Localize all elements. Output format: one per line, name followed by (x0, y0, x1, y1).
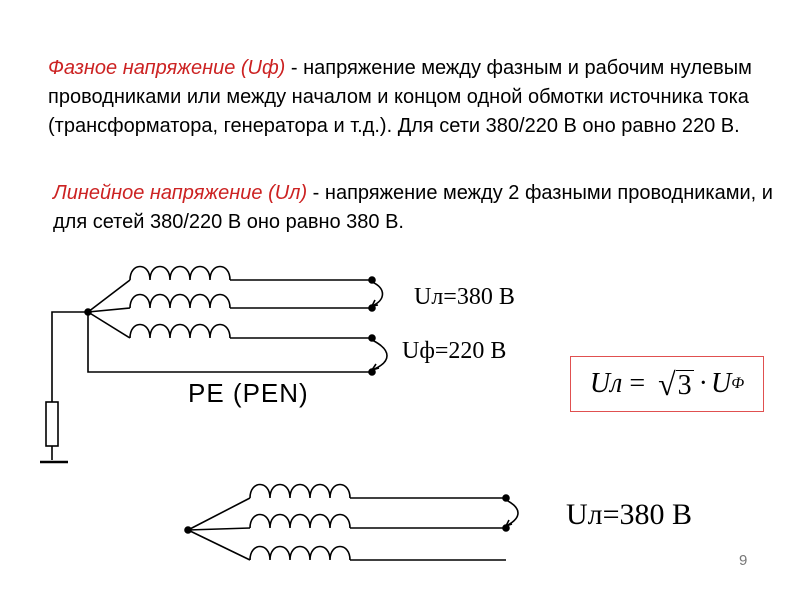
b-phase-2-wire-left (188, 528, 250, 530)
phase-1-wire-left (88, 280, 130, 312)
formula-rhs-subscript: Ф (731, 375, 745, 392)
formula-radicand: 3 (677, 369, 692, 401)
phase-voltage-label: Uф=220 В (402, 338, 507, 364)
line-voltage-label-top: Uл=380 В (414, 284, 515, 310)
terminal-dot (85, 309, 91, 315)
phase-3-wire-left (88, 312, 130, 338)
ground-resistor (46, 402, 58, 446)
b-phase-3-coil (250, 547, 350, 561)
line-voltage-definition: - напряжение между 2 фазными проводниками, и для сетей 380/220 В оно равно 380 В. (53, 182, 773, 233)
top-star-circuit (40, 267, 387, 463)
formula-dot: · (698, 368, 708, 399)
formula-lhs: Uл (589, 368, 623, 399)
phase-1-coil (130, 267, 230, 281)
b-phase-1-coil (250, 485, 350, 499)
b-phase-1-wire-left (188, 498, 250, 530)
line-voltage-label-bottom: Uл=380 В (566, 498, 693, 531)
neutral-wire (88, 312, 372, 372)
formula-box (570, 356, 764, 412)
phase-2-coil (130, 295, 230, 309)
pe-pen-label: PE (PEN) (188, 378, 309, 408)
formula-equals: = (622, 368, 653, 399)
b-phase-3-wire-left (188, 530, 250, 560)
formula-rhs: U (711, 368, 732, 399)
terminal-dot (185, 527, 191, 533)
line-voltage-term: Линейное напряжение (Uл) (53, 182, 308, 204)
phase-2-wire-left (88, 308, 130, 312)
phase-voltage-term: Фазное напряжение (Uф) (48, 57, 286, 79)
phase-voltage-definition: - напряжение между фазным и рабочим нулевым проводниками или между началом и концом одной обмотки источника тока (трансформатора, генератора и т.д.). Для сети 380/220 В оно равно 220 В. (48, 57, 752, 137)
sqrt-symbol: √ 3 (658, 366, 692, 402)
bottom-star-circuit (185, 485, 518, 561)
page-number: 9 (739, 552, 748, 569)
phase-3-coil (130, 325, 230, 339)
b-phase-2-coil (250, 515, 350, 529)
